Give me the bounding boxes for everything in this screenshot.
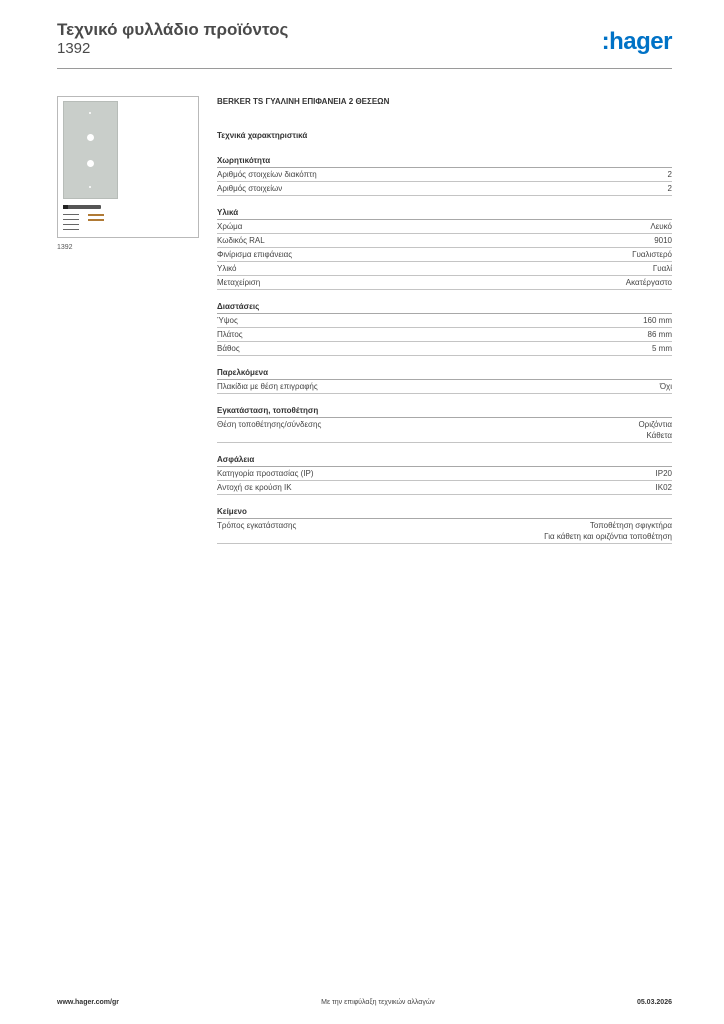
spec-section [217,453,672,495]
screw-graphic [88,219,104,221]
spec-value-line: 160 mm [643,316,672,325]
spec-value-line: 2 [667,170,672,179]
spec-row [217,380,672,394]
spec-sections [217,154,672,544]
spec-row [217,276,672,290]
header-divider [57,68,672,69]
product-code: 1392 [57,40,91,57]
spec-value-line: Γυαλί [652,264,672,273]
spec-row [217,248,672,262]
spec-row [217,328,672,342]
section-title: Χωρητικότητα [217,154,672,168]
spec-value-line: Γυαλιστερό [632,250,672,259]
document-title: Τεχνικό φυλλάδιο προϊόντος [57,20,289,39]
spec-value [650,221,672,232]
spec-content [217,96,672,554]
spec-row [217,519,672,544]
spec-value-line: 5 mm [652,344,672,353]
spec-row [217,168,672,182]
spec-label: Ύψος [217,316,238,325]
spec-label: Τρόπος εγκατάστασης [217,521,297,530]
spec-row [217,418,672,443]
accessory-lines-graphic [63,214,79,234]
screw-graphic [88,214,104,216]
spec-label: Αριθμός στοιχείων [217,184,283,193]
spec-row [217,182,672,196]
spec-label: Κωδικός RAL [217,236,265,245]
spec-section [217,404,672,443]
spec-value-line: Λευκό [650,222,672,231]
spec-value-line: Όχι [659,382,672,391]
spec-value [668,169,672,180]
spec-row [217,467,672,481]
footer-website: www.hager.com/gr [57,999,119,1006]
section-title: Υλικά [217,206,672,220]
spec-value [648,329,672,340]
spec-label: Κατηγορία προστασίας (IP) [217,469,314,478]
spec-value [643,315,672,326]
spec-value [656,482,672,493]
spec-label: Υλικό [217,264,237,273]
spec-value [668,183,672,194]
image-caption: 1392 [57,244,73,251]
spec-value-line: Οριζόντια [638,420,672,429]
spec-section [217,300,672,356]
spec-label: Πλακίδια με θέση επιγραφής [217,382,318,391]
section-title: Διαστάσεις [217,300,672,314]
spec-section [217,366,672,394]
hager-logo: :hager [601,28,672,55]
spec-row [217,342,672,356]
spec-label: Βάθος [217,344,240,353]
spec-value [632,249,672,260]
spec-row [217,481,672,495]
spec-value-line: 2 [667,184,672,193]
spec-section [217,154,672,196]
spec-row [217,314,672,328]
section-title: Κείμενο [217,505,672,519]
spec-label: Χρώμα [217,222,243,231]
spec-value-line: IK02 [655,483,672,492]
spec-label: Μεταχείριση [217,278,261,287]
spec-value [654,235,672,246]
spec-label: Αριθμός στοιχείων διακόπτη [217,170,317,179]
spec-label: Πλάτος [217,330,243,339]
spec-value-line: Κάθετα [646,431,672,440]
spec-row [217,262,672,276]
spec-value [544,520,672,542]
frame-profile-graphic [63,205,101,209]
spec-label: Φινίρισμα επιφάνειας [217,250,293,259]
spec-value-line: Τοποθέτηση σφιγκτήρα [589,521,672,530]
spec-subtitle: Τεχνικά χαρακτηριστικά [217,131,308,140]
spec-value-line: Για κάθετη και οριζόντια τοποθέτηση [544,532,672,541]
page-footer [57,999,672,1006]
spec-value-line: 9010 [654,236,672,245]
glass-plate-graphic [63,101,118,199]
spec-label: Αντοχή σε κρούση IK [217,483,292,492]
product-title: BERKER TS ΓΥΑΛΙΝΗ ΕΠΙΦΑΝΕΙΑ 2 ΘΕΣΕΩΝ [217,97,390,106]
section-title: Παρελκόμενα [217,366,672,380]
spec-value [638,419,672,441]
footer-date: 05.03.2026 [636,999,672,1006]
spec-section [217,206,672,290]
section-title: Εγκατάσταση, τοποθέτηση [217,404,672,418]
footer-notice: Με την επιφύλαξη τεχνικών αλλαγών [321,999,435,1006]
spec-row [217,220,672,234]
spec-section [217,505,672,544]
spec-row [217,234,672,248]
spec-value [660,381,672,392]
product-image [57,96,199,238]
spec-value [652,343,672,354]
spec-value [656,468,672,479]
spec-value-line: IP20 [655,469,672,478]
spec-label: Θέση τοποθέτησης/σύνδεσης [217,420,322,429]
section-title: Ασφάλεια [217,453,672,467]
spec-value [626,277,672,288]
spec-value [653,263,672,274]
spec-value-line: Ακατέργαστο [625,278,672,287]
spec-value-line: 86 mm [647,330,672,339]
